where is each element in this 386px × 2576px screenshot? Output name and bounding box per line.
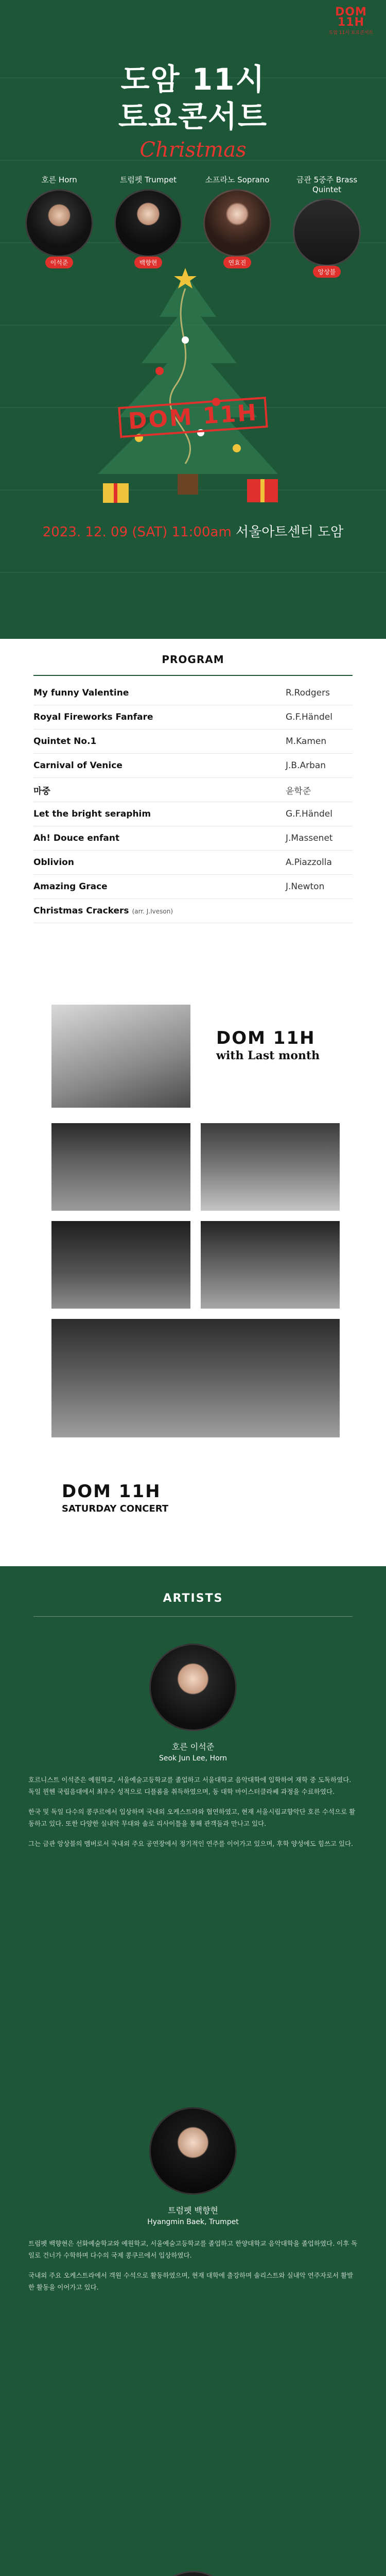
performer-card: [199, 174, 276, 268]
gallery-caption-text: SATURDAY CONCERT: [62, 1503, 169, 1514]
artist-bio: 호르니스트 이석준은 예원학교, 서울예술고등학교를 졸업하고 서울대학교 음악대학에 입학하여 재학 중 도독하였다. 독일 뮌헨 국립음대에서 최우수 성적으로 디플롬을 취득하였으며, 동 대학 마이스터클라쎄 과정을 수료하였다. 한국 및 독일 다수의 콩쿠르에서 입상하며 국내외 오케스트라와 협연하였고, 현재 서울시립교향악단 호른 수석으로 활동하고 있다. 또한 다양한 실내악 무대와 솔로 리사이틀을 통해 관객들과 만나고 있다. 그는 금관 앙상블의 멤버로서 국내외 주요 공연장에서 정기적인 연주를 이어가고 있으며, 후학 양성에도 힘쓰고 있다.: [28, 1776, 356, 1848]
artist-role: 호른 이석준: [171, 1742, 215, 1752]
program-title: 마중: [33, 786, 50, 796]
performer-name: 이석준: [45, 257, 74, 268]
performer-photo: [203, 189, 271, 257]
program-title: Ah! Douce enfant: [33, 833, 120, 843]
artist-photo: [149, 1643, 237, 1731]
performer-role: 트럼펫 Trumpet: [119, 175, 177, 184]
brand-logo-mark: DOM 11H: [335, 6, 367, 29]
hero-title-line1: 도암 11시: [120, 62, 266, 97]
performer-name: 앙상블: [313, 266, 341, 278]
performer-role: 소프라노 Soprano: [205, 175, 270, 184]
performer-photo: [25, 189, 93, 257]
performer-photo: [114, 189, 182, 257]
concert-photo: [51, 1221, 190, 1309]
artists-divider: [33, 1616, 353, 1617]
brand-logo-sub: 도암 11시 토요콘서트: [328, 30, 374, 36]
program-item: [33, 802, 353, 826]
artist-profile: [0, 2107, 386, 2301]
program-composer: A.Piazzolla: [286, 857, 332, 868]
program-composer: J.B.Arban: [286, 760, 326, 771]
program-composer: R.Rodgers: [286, 688, 330, 698]
program-title: Amazing Grace: [33, 882, 108, 892]
performer-role: 금관 5중주 Brass Quintet: [296, 175, 358, 194]
artist-name: Hyangmin Baek, Trumpet: [147, 2218, 239, 2226]
artists-heading: ARTISTS: [163, 1592, 223, 1605]
program-divider: [33, 675, 353, 676]
program-item: [33, 778, 353, 802]
concert-venue: 서울아트센터 도암: [236, 524, 344, 540]
artist-photo: [149, 2107, 237, 2195]
artist-name: Seok Jun Lee, Horn: [159, 1754, 227, 1762]
performer-name: 연효진: [223, 257, 252, 268]
program-composer: G.F.Händel: [286, 712, 332, 722]
artist-bio: 트럼펫 백향현은 선화예술학교와 예원학교, 서울예술고등학교를 졸업하고 한양대학교 음악대학을 졸업하였다. 이후 독일로 건너가 수학하며 다수의 국제 콩쿠르에서 입상하였다. 국내외 주요 오케스트라에서 객원 수석으로 활동하였으며, 현재 대학에 출강하며 솔리스트와 실내악 연주자로서 활발한 활동을 이어가고 있다.: [28, 2240, 358, 2291]
gallery-caption-text: with Last month: [216, 1049, 320, 1062]
program-composer: 윤학준: [286, 786, 311, 796]
christmas-tree-illustration: [31, 268, 355, 526]
performer-name: 백향현: [134, 257, 163, 268]
gallery-logo: DOM 11H: [62, 1481, 161, 1502]
artist-profile: [0, 2571, 386, 2576]
concert-photo: [51, 1319, 340, 1437]
concert-logo: [0, 399, 386, 435]
program-item: [33, 705, 353, 730]
program-title: Royal Fireworks Fanfare: [33, 712, 153, 722]
program-composer: J.Massenet: [286, 833, 333, 843]
program-composer: M.Kamen: [286, 736, 327, 747]
artists-section: [0, 1566, 386, 2576]
program-list: [33, 681, 353, 923]
program-item: [33, 875, 353, 899]
concert-logo-mark: DOM 11H: [118, 397, 268, 438]
program-item: [33, 851, 353, 875]
hero-script-title: Christmas: [139, 138, 247, 162]
hero-title: [0, 61, 386, 135]
program-title: Let the bright seraphim: [33, 809, 151, 819]
program-item: [33, 754, 353, 778]
performer-card: [288, 174, 365, 278]
program-item: [33, 730, 353, 754]
program-title: Christmas Crackers (arr. J.Iveson): [33, 906, 173, 916]
artist-role: 트럼펫 백향현: [168, 2206, 218, 2215]
performer-card: [110, 174, 187, 268]
artist-photo: [149, 2571, 237, 2576]
program-heading: PROGRAM: [162, 653, 224, 666]
gallery-section: [0, 989, 386, 1566]
program-composer: G.F.Händel: [286, 809, 332, 819]
program-title: Carnival of Venice: [33, 760, 122, 771]
artist-profile: [0, 1643, 386, 1858]
performer-role: 호른 Horn: [41, 175, 77, 184]
gallery-caption-1: [216, 1030, 320, 1062]
program-item: [33, 899, 353, 923]
brand-logo[interactable]: [327, 7, 375, 36]
performer-card: [21, 174, 98, 268]
concert-date: [0, 521, 386, 540]
program-composer: J.Newton: [286, 882, 325, 892]
performer-photo: [293, 198, 361, 266]
concert-photo: [201, 1123, 340, 1211]
concert-photo: [51, 1123, 190, 1211]
program-title: Oblivion: [33, 857, 74, 868]
program-item: [33, 681, 353, 705]
program-section: [0, 639, 386, 989]
hero-title-line2: 토요콘서트: [118, 99, 268, 134]
concert-datetime: 2023. 12. 09 (SAT) 11:00am: [42, 524, 232, 540]
gallery-caption-2: [62, 1481, 169, 1516]
concert-photo: [51, 1005, 190, 1108]
program-title: My funny Valentine: [33, 688, 129, 698]
program-title: Quintet No.1: [33, 736, 97, 747]
concert-photo: [201, 1221, 340, 1309]
hero-banner: [0, 0, 386, 639]
gallery-logo: DOM 11H: [216, 1028, 315, 1048]
program-item: [33, 826, 353, 851]
